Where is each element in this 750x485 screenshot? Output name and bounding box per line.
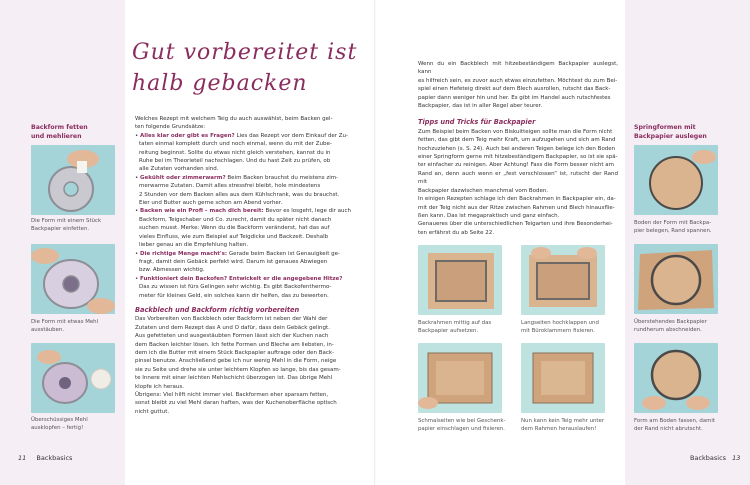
frame-caption-1 <box>418 320 510 335</box>
photo-hold-bottom <box>634 343 718 413</box>
right-intro-line: papier dann weniger hin und her. Es gibt im Handel auch rutschfestes <box>418 94 611 101</box>
tips-line: ten erfährst du ab Seite 22. <box>418 229 495 236</box>
photo-trim-paper <box>634 244 718 314</box>
tips-line: Backpapier dazwischen manchmal vom Boden. <box>418 187 549 194</box>
bullet-label: Funktioniert dein Backofen? Entwickelt er die angegebene Hitze? <box>140 275 343 282</box>
section2-line: nicht guttut. <box>135 408 170 415</box>
right-caption-1-line1: Boden der Form mit Backpa- <box>634 220 712 226</box>
section2-line: Das Vorbereiten von Backblech oder Backform ist neben der Wahl der <box>135 316 328 323</box>
bullet-line: fragt, damit dein Gebäck perfekt wird. Darum ist genaues Abwiegen <box>139 258 328 265</box>
left-caption-2-line1: Die Form mit etwas Mehl <box>31 319 99 325</box>
section2-line: Übrigens: Viel hilft nicht immer viel. Backformen eher sparsam fetten, <box>135 392 329 398</box>
right-sidebar-heading-line1: Springformen mit <box>634 124 696 131</box>
section2-line: pinsel benutze. Anschließend gebe ich nur wenig Mehl in die Form, neige <box>135 358 337 365</box>
left-caption-3-line2: ausklopfen – fertig! <box>31 424 84 431</box>
page-title-line1: Gut vorbereitet ist <box>132 40 358 65</box>
tips-line: mit der Teig nicht aus der Ritze zwischen Rahmen und Blech hinausflie- <box>418 204 615 211</box>
bullet-line: Backform, Teigschaber und Co. zurecht, damit du später nicht danach <box>139 216 332 223</box>
left-sidebar-heading <box>31 123 88 141</box>
section2-line: dem ich die Butter mit einem Stück Backpapier auftrage oder den Back- <box>135 349 335 356</box>
bullet-line: alle Zutaten vorhanden sind. <box>139 166 219 173</box>
section2-line: sie zu Seite und drehe sie unter leichtem Klopfen so lange, bis das gesam- <box>135 366 341 373</box>
right-sidebar-heading <box>634 123 707 141</box>
frame-caption-1-line1: Backrahmen mittig auf das <box>418 320 492 326</box>
bullet-text: Beim Backen brauchst du meistens zim- <box>225 174 339 181</box>
bullet-line: reitung beginnst. Sollte du etwas nicht gleich verstehen, kannst du in <box>139 149 331 156</box>
bullet-line: vieles Einfluss, wie zum Beispiel auf Teigdicke und Backzeit. Deshalb <box>139 233 329 240</box>
tips-line: Rand an, denn auch wenn er „fest verschlossen“ ist, rutscht der Rand mit <box>418 170 618 186</box>
frame-caption-2 <box>521 320 617 335</box>
right-caption-2-line2: rundherum abschneiden. <box>634 326 702 333</box>
tips-line: einer Springform gerne mit hitzebeständigem Backpapier, so ist sie spä- <box>418 154 618 161</box>
bullet-line: Ruhe bei im Theorieteil nachschlagen. Und du hast Zeit zu prüfen, ob <box>139 158 331 165</box>
frame-caption-4-line1: Nun kann kein Teig mehr unter <box>521 418 605 424</box>
left-footer-label: Backbasics <box>36 454 73 462</box>
intro-line: ten folgende Grundsätze: <box>135 124 206 131</box>
right-caption-1-line2: pier belegen, Rand spannen. <box>634 227 712 234</box>
right-body <box>418 60 618 237</box>
intro-line: Welches Rezept mit welchem Teig du auch auswählst, beim Backen gel- <box>135 116 333 122</box>
photo-grease-pan-illustration <box>31 145 115 215</box>
left-sidebar-heading-line1: Backform fetten <box>31 124 88 131</box>
section2-line: sonst bleibt zu viel Mehl daran haften, was der Kuchenoberfläche optisch <box>135 400 337 407</box>
photo-flour-pan <box>31 244 115 314</box>
bullet-line: • Backen wie ein Profi – mach dich bereit: Bevor es losgeht, lege dir auch <box>135 208 351 215</box>
bullet-line: Das zu wissen ist fürs Gelingen sehr wichtig. Es gibt Backofenthermo- <box>139 284 332 291</box>
bullet-line: 2 Stunden vor dem Backen alles aus dem Kühlschrank, was du brauchst. <box>139 191 340 198</box>
right-intro-line: Backpapier, das ist in aller Regel aber teurer. <box>418 103 543 110</box>
right-intro-line: spiel einen Hefeteig direkt auf dem Blech ausrollen, rutscht das Back- <box>418 86 611 93</box>
left-caption-2 <box>31 319 121 334</box>
left-caption-2-line2: ausstäuben. <box>31 326 65 333</box>
left-sidebar-heading-line2: und mehlieren <box>31 133 82 140</box>
photo-frame-on-paper-illustration <box>418 245 502 315</box>
photo-trim-paper-illustration <box>634 244 718 314</box>
tips-heading: Tipps und Tricks für Backpapier <box>418 118 536 127</box>
tips-line: Zum Beispiel beim Backen von Biskuitteigen sollte man die Form nicht <box>418 128 613 135</box>
right-caption-3-line1: Form am Boden fassen, damit <box>634 418 715 424</box>
photo-frame-on-paper <box>418 245 502 315</box>
photo-fold-long-sides <box>521 245 605 315</box>
right-intro-line: es hilfreich sein, es zuvor auch etwas einzufetten. Möchtest du zum Bei- <box>418 77 618 84</box>
bullet-label: Die richtige Menge macht's: <box>140 250 228 257</box>
photo-knock-flour <box>31 343 115 413</box>
section2-line: Aus gefetteten und ausgestäubten Formen lässt sich der Kuchen nach <box>135 333 329 340</box>
frame-caption-1-line2: Backpapier aufsetzen. <box>418 327 479 334</box>
left-caption-1-line1: Die Form mit einem Stück <box>31 218 102 224</box>
bullet-line: bzw. Abmessen wichtig. <box>139 267 205 274</box>
right-sidebar-heading-line2: Backpapier auslegen <box>634 133 707 140</box>
frame-caption-3 <box>418 418 514 433</box>
bullet-line: lieber genau an die Empfehlung halten. <box>139 242 249 249</box>
bullet-line: • Gekühlt oder zimmerwarm? Beim Backen brauchst du meistens zim- <box>135 174 339 181</box>
right-caption-3-line2: der Rand nicht abrutscht. <box>634 425 703 432</box>
left-caption-1-line2: Backpapier einfetten. <box>31 225 90 232</box>
frame-caption-3-line1: Schmalseiten wie bei Geschenk- <box>418 418 506 424</box>
right-caption-2-line1: Überstehendes Backpapier <box>634 319 707 325</box>
frame-caption-2-line1: Langseiten hochklappen und <box>521 320 599 326</box>
bullet-line: meter für kleines Geld, ein solches kann dir helfen, das zu bewerten. <box>139 292 329 299</box>
photo-grease-pan <box>31 145 115 215</box>
photo-knock-flour-illustration <box>31 343 115 413</box>
right-caption-3 <box>634 418 730 433</box>
left-caption-1 <box>31 218 121 233</box>
right-footer <box>690 454 740 462</box>
tips-line: hochzuziehen (s. S. 24). Auch bei anderen Teigen belege ich den Boden <box>418 145 616 152</box>
right-page-number: 13 <box>732 454 741 462</box>
right-intro-line: Wenn du ein Backblech mit hitzebeständigem Backpapier auslegst, kann <box>418 61 618 76</box>
bullet-text: Bevor es losgeht, lege dir auch <box>263 208 351 215</box>
tips-line: In einigen Rezepten schlage ich den Backrahmen in Backpapier ein, da- <box>418 196 616 203</box>
photo-frame-ready-illustration <box>521 343 605 413</box>
photo-fold-short-sides <box>418 343 502 413</box>
frame-caption-3-line2: papier einschlagen und fixieren. <box>418 425 505 432</box>
bullet-line: taten einmal komplett durch und noch einmal, wenn du mit der Zube- <box>139 141 332 148</box>
bullet-line: merwarme Zutaten. Damit alles stressfrei bleibt, hole mindestens <box>139 183 321 190</box>
frame-caption-2-line2: mit Büroklammern fixieren. <box>521 327 596 334</box>
section2-line: dem Backen leichter lösen. Ich fette Formen und Bleche am liebsten, in- <box>135 341 334 348</box>
bullet-line: Eier und Butter auch gerne schon am Abend vorher. <box>139 200 283 207</box>
section2-line: te Innere mit einer leichten Mehlschicht überzogen ist. Das übrige Mehl <box>135 375 333 382</box>
left-footer <box>18 454 72 462</box>
bullet-line: • Die richtige Menge macht's: Gerade beim Backen ist Genauigkeit ge- <box>135 250 340 257</box>
left-page-number: 11 <box>18 454 27 462</box>
bullet-text: Lies das Rezept vor dem Einkauf der Zu- <box>234 132 349 139</box>
book-gutter <box>374 0 376 485</box>
bullet-label: Gekühlt oder zimmerwarm? <box>140 174 226 181</box>
photo-springform-paper-illustration <box>634 145 718 215</box>
bullet-line: • Funktioniert dein Backofen? Entwickelt er die angegebene Hitze? <box>135 275 343 282</box>
left-caption-3-line1: Überschüssiges Mehl <box>31 417 88 423</box>
photo-hold-bottom-illustration <box>634 343 718 413</box>
section2-line: Zutaten und dem Rezept das A und O dafür, dass dein Gebäck gelingt. <box>135 324 330 331</box>
photo-fold-long-sides-illustration <box>521 245 605 315</box>
page-title <box>132 37 357 99</box>
photo-frame-ready <box>521 343 605 413</box>
bullet-line: suchen musst. Merke: Wenn du die Backform veränderst, hat das auf <box>139 225 330 232</box>
bullet-text: Gerade beim Backen ist Genauigkeit ge- <box>227 250 340 257</box>
bullet-label: Alles klar oder gibt es Fragen? <box>140 132 235 139</box>
right-caption-2 <box>634 319 730 334</box>
left-body <box>135 115 361 416</box>
right-footer-label: Backbasics <box>690 454 727 462</box>
section-subheading: Backblech und Backform richtig vorbereiten <box>135 305 300 314</box>
tips-line: fetten, das gibt dem Teig mehr Kraft, um aufzugehen und sich am Rand <box>418 137 616 144</box>
right-caption-1 <box>634 220 730 235</box>
section2-line: klopfe ich heraus. <box>135 383 185 390</box>
tips-line: ßen kann. Das ist megapraktisch und ganz einfach. <box>418 212 560 219</box>
photo-fold-short-sides-illustration <box>418 343 502 413</box>
photo-springform-paper <box>634 145 718 215</box>
tips-line: ter einfacher zu reinigen. Aber Achtung! Fass die Form besser nicht am <box>418 162 615 169</box>
bullet-line: • Alles klar oder gibt es Fragen? Lies das Rezept vor dem Einkauf der Zu- <box>135 132 349 139</box>
page-title-line2: halb gebacken <box>132 71 308 96</box>
bullet-label: Backen wie ein Profi – mach dich bereit: <box>140 208 264 215</box>
frame-caption-4-line2: dem Rahmen herauslaufen! <box>521 425 597 432</box>
photo-flour-pan-illustration <box>31 244 115 314</box>
frame-caption-4 <box>521 418 617 433</box>
tips-line: Genaueres über die unterschiedlichen Teigarten und ihre Besonderhei- <box>418 221 613 228</box>
left-caption-3 <box>31 417 121 432</box>
